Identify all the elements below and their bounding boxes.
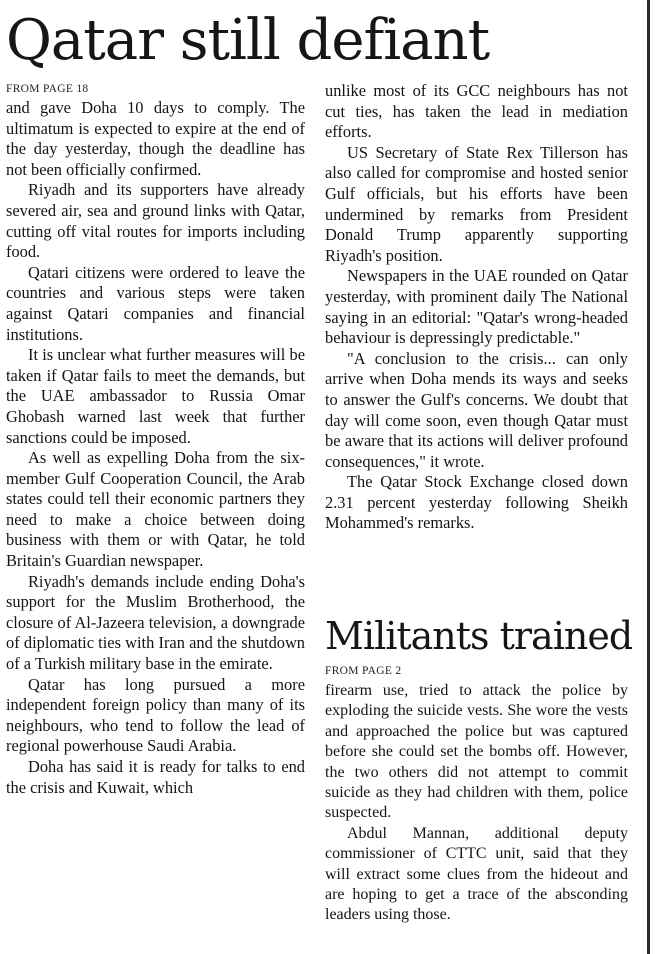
paragraph: and gave Doha 10 days to comply. The ultimatum is expected to expire at the end of the day yesterday, though the deadline has not been officially confirmed.	[6, 98, 305, 179]
paragraph: Doha has said it is ready for talks to end the crisis and Kuwait, which	[6, 757, 305, 797]
paragraph: As well as expelling Doha from the six-member Gulf Cooperation Council, the Arab states could tell their economic partners they need to make a choice between doing business with them or with Qatar, he told Britain's Guardian newspaper.	[6, 448, 305, 571]
jump-line-militants: FROM PAGE 2	[325, 665, 402, 677]
paragraph: Newspapers in the UAE rounded on Qatar yesterday, with prominent daily The National saying in an editorial: "Qatar's wrong-headed behaviour is depressingly predictable."	[325, 266, 628, 348]
jump-line-qatar: FROM PAGE 18	[6, 83, 89, 95]
headline-qatar: Qatar still defiant	[6, 8, 490, 73]
paragraph: firearm use, tried to attack the police by exploding the suicide vests. She wore the vests and approached the police but was captured before she could set the bombs off. However, the two others did not attempt to commit suicide as they had children with them, police suspected.	[325, 682, 628, 822]
paragraph: It is unclear what further measures will be taken if Qatar fails to meet the demands, but the UAE ambassador to Russia Omar Ghobash warned last week that further sanctions could be imposed.	[6, 345, 305, 447]
paragraph: Riyadh's demands include ending Doha's support for the Muslim Brotherhood, the closure of Al-Jazeera television, a downgrade of diplomatic ties with Iran and the shutdown of a Turkish military base in the emirate.	[6, 571, 305, 674]
paragraph: Qatari citizens were ordered to leave the countries and various steps were taken against Qatari companies and financial institutions.	[6, 262, 305, 344]
paragraph: Abdul Mannan, additional deputy commissioner of CTTC unit, said that they will extract some clues from the hideout and are hoping to get a trace of the absconding leaders using those.	[325, 824, 628, 924]
paragraph: US Secretary of State Rex Tillerson has also called for compromise and hosted senior Gulf officials, but his efforts have been undermined by remarks from President Donald Trump apparently supporting Riyadh's position.	[325, 142, 628, 265]
column-rule	[647, 0, 650, 954]
paragraph: The Qatar Stock Exchange closed down 2.31 percent yesterday following Sheikh Mohammed's remarks.	[325, 472, 628, 533]
article-column-3	[325, 681, 628, 926]
paragraph: Riyadh and its supporters have already severed air, sea and ground links with Qatar, cutting off vital routes for imports including food.	[6, 180, 305, 262]
paragraph: unlike most of its GCC neighbours has not cut ties, has taken the lead in mediation efforts.	[325, 81, 628, 142]
article-column-1	[6, 98, 305, 798]
paragraph: Qatar has long pursued a more independent foreign policy than many of its neighbours, who tend to follow the lead of regional powerhouse Saudi Arabia.	[6, 674, 305, 756]
headline-militants: Militants trained	[325, 614, 633, 658]
article-column-2	[325, 81, 628, 534]
paragraph: "A conclusion to the crisis... can only arrive when Doha mends its ways and seeks to answer the Gulf's concerns. We doubt that day will come soon, even though Qatar must be aware that its actions will deliver profound consequences," it wrote.	[325, 348, 628, 471]
